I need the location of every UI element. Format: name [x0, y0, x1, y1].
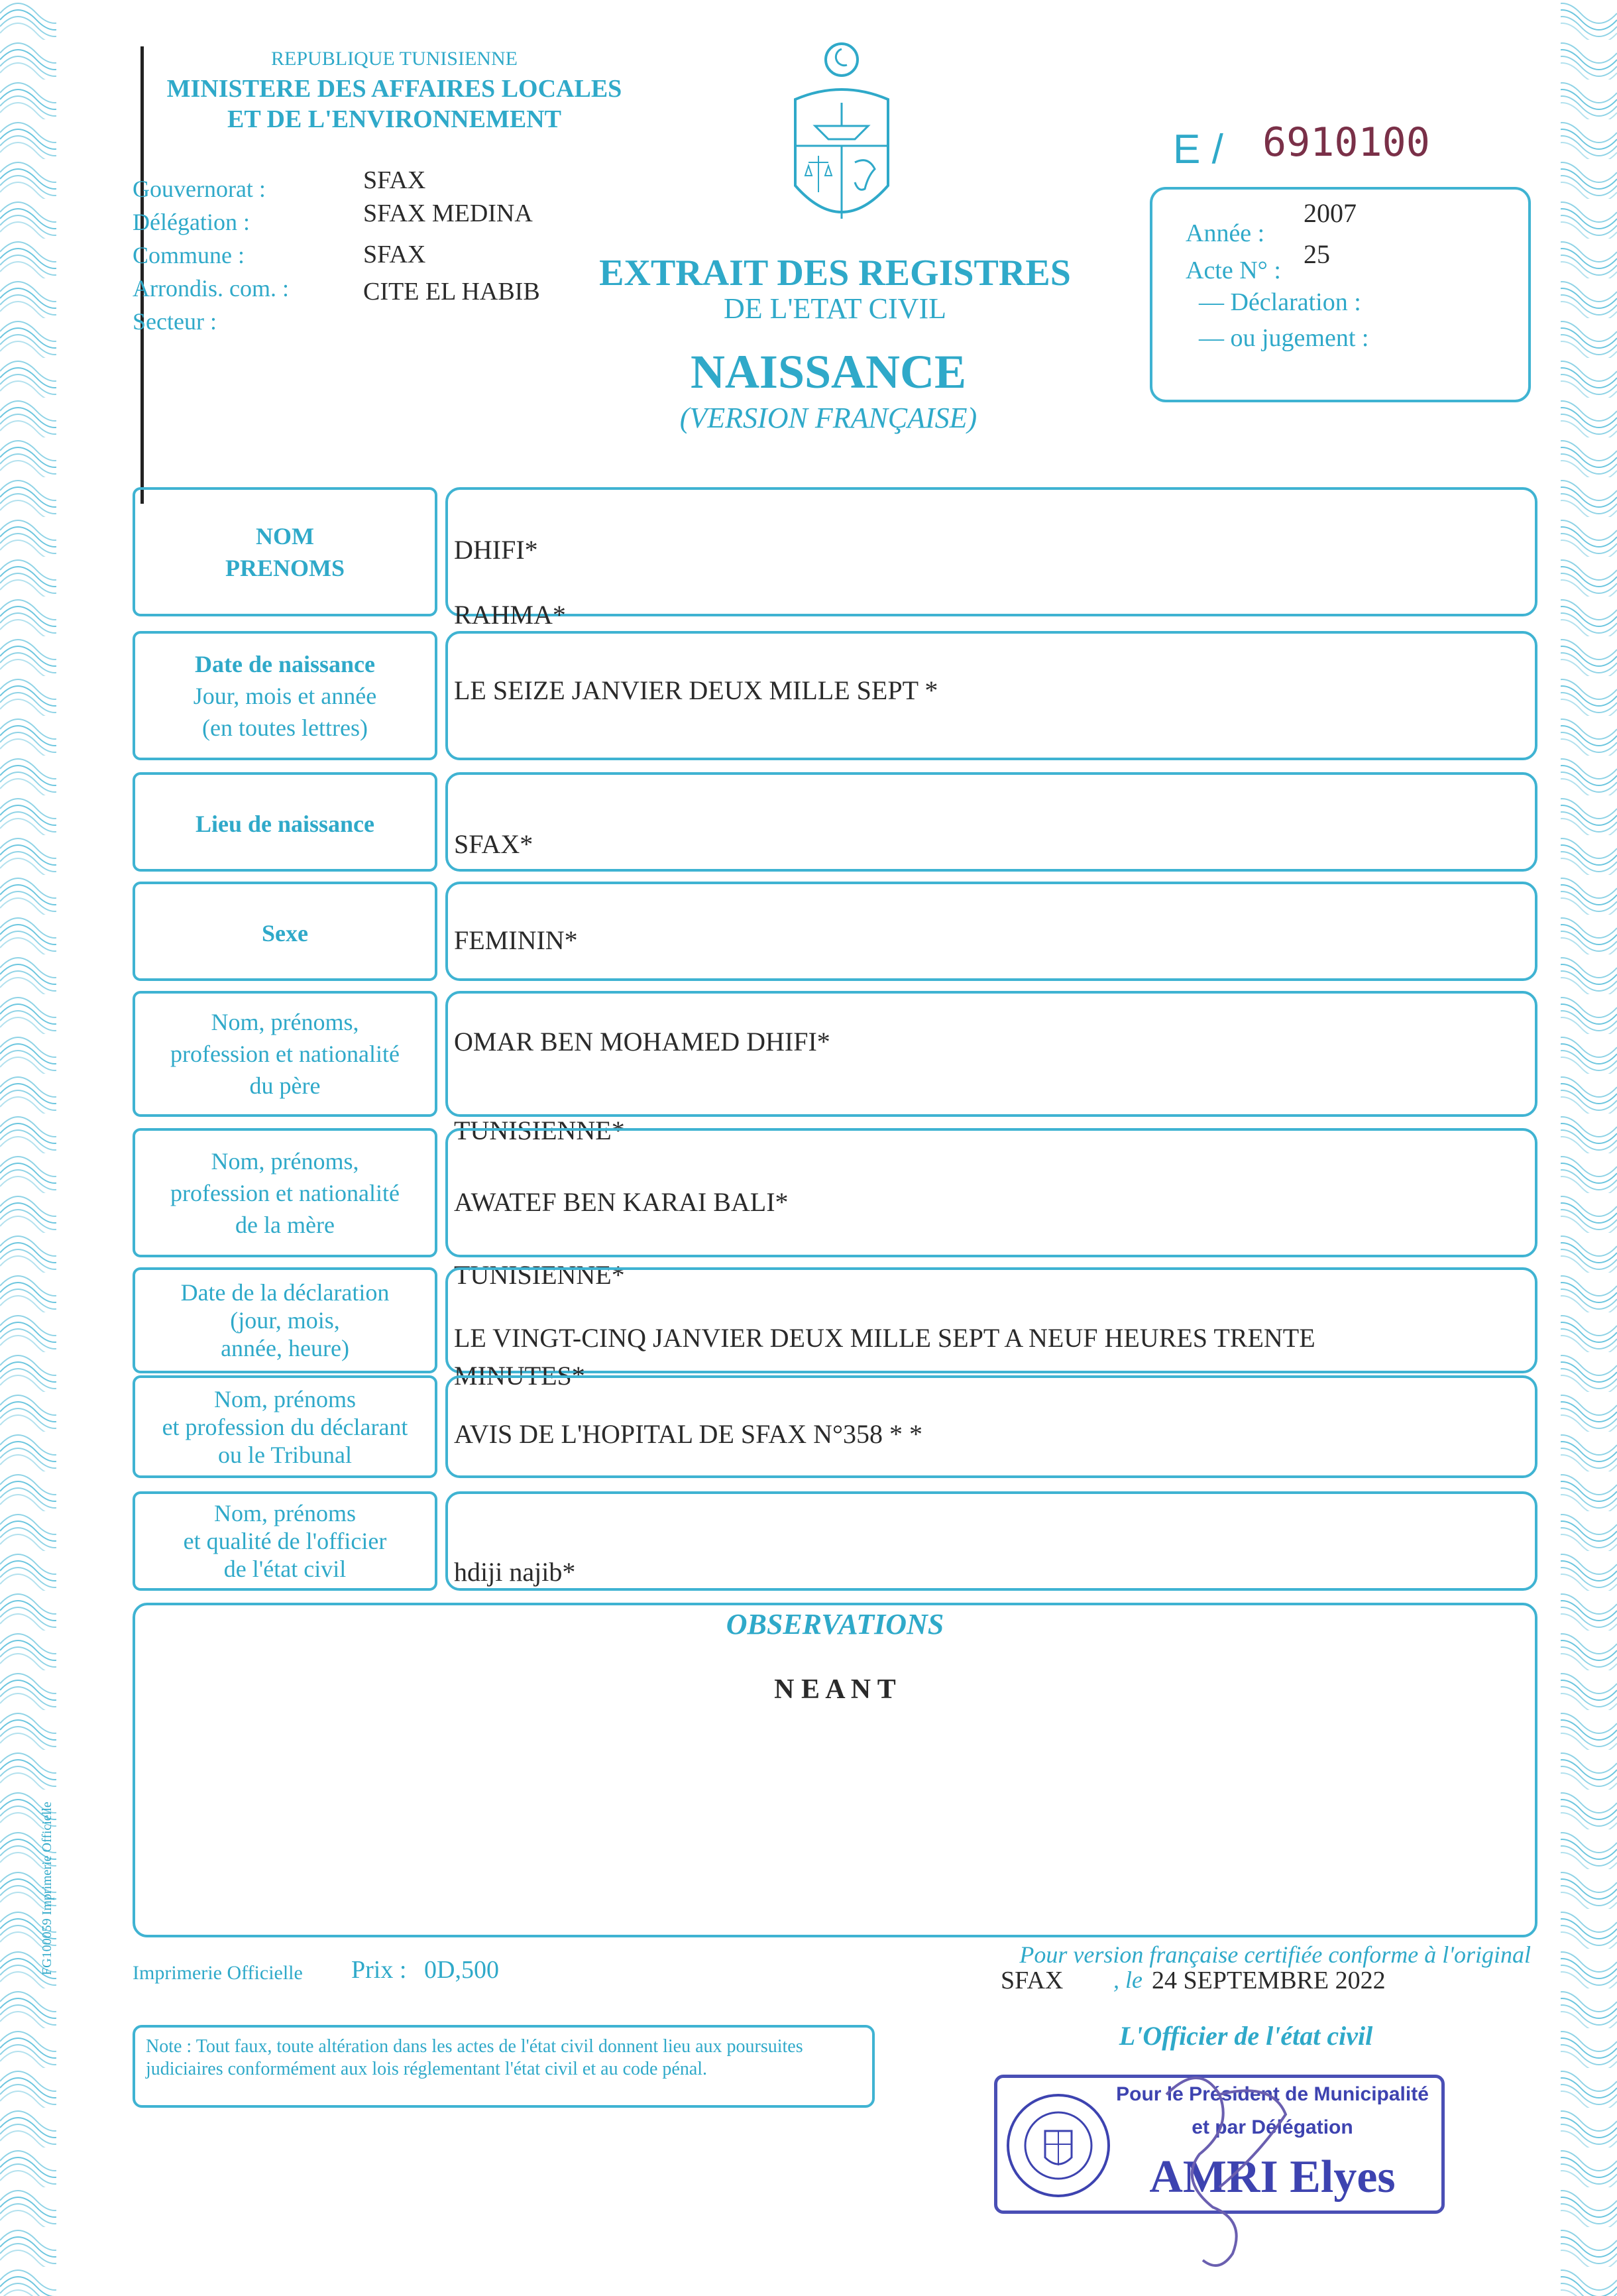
prenoms-label: PRENOMS — [225, 554, 345, 581]
birth-place-value: SFAX* — [454, 829, 533, 859]
commune-value: SFAX — [363, 241, 426, 268]
serial-number: 6910100 — [1262, 119, 1430, 166]
mother-nationality-value: TUNISIENNE* — [454, 1260, 625, 1290]
gouvernorat-value: SFAX — [363, 166, 426, 194]
sex-value-box — [445, 882, 1537, 981]
declaration-date-value: LE VINGT-CINQ JANVIER DEUX MILLE SEPT A NEUF HEURES TRENTE — [454, 1323, 1315, 1353]
observations-box — [133, 1603, 1537, 1937]
birth-date-sublabel1: Jour, mois et année — [193, 682, 377, 709]
declarant-label-box — [133, 1375, 437, 1478]
officer-label1: Nom, prénoms — [214, 1500, 356, 1526]
commune-label: Commune : — [133, 242, 245, 268]
jugement-label: — ou jugement : — [1199, 324, 1369, 352]
mother-label-box — [133, 1128, 437, 1257]
right-guilloche-border — [1544, 0, 1617, 2296]
father-label2: profession et nationalité — [170, 1041, 400, 1067]
birth-date-label-box — [133, 631, 437, 760]
printer-code: FG100059 Imprimerie Officielle — [40, 1802, 54, 1975]
document-type: NAISSANCE — [690, 345, 967, 398]
father-label3: du père — [249, 1072, 321, 1099]
mother-label3: de la mère — [235, 1211, 335, 1238]
father-label1: Nom, prénoms, — [211, 1009, 359, 1035]
prix-label: Prix : — [351, 1956, 407, 1984]
declarant-value: AVIS DE L'HOPITAL DE SFAX N°358 * * — [454, 1419, 923, 1449]
municipal-seal-icon — [1004, 2091, 1113, 2201]
officer-label2: et qualité de l'officier — [183, 1528, 387, 1554]
nom-label-box — [133, 487, 437, 616]
legal-note-text: Note : Tout faux, toute altération dans les actes de l'état civil donnent lieu aux poursuites judiciaires conformément aux lois réglementant l'état civil et au code pénal. — [146, 2036, 803, 2079]
ministry-line2: ET DE L'ENVIRONNEMENT — [227, 105, 561, 133]
mother-label2: profession et nationalité — [170, 1179, 400, 1206]
birth-place-label-box — [133, 772, 437, 872]
gouvernorat-label: Gouvernorat : — [133, 176, 266, 202]
serial-prefix: E / — [1173, 127, 1223, 172]
declarant-label3: ou le Tribunal — [217, 1441, 353, 1468]
birth-place-value-box — [445, 772, 1537, 872]
issue-date: 24 SEPTEMBRE 2022 — [1152, 1967, 1386, 1994]
arrondissement-label: Arrondis. com. : — [133, 275, 289, 302]
arrondissement-value: CITE EL HABIB — [363, 278, 540, 306]
father-name-value: OMAR BEN MOHAMED DHIFI* — [454, 1027, 830, 1057]
officer-label-box — [133, 1491, 437, 1591]
nom-value: DHIFI* — [454, 535, 538, 565]
delegation-label: Délégation : — [133, 209, 250, 235]
stamp-line2: et par Délégation — [1192, 2116, 1353, 2138]
observations-title: OBSERVATIONS — [726, 1608, 944, 1640]
act-number-box — [1150, 187, 1531, 402]
father-label-box — [133, 991, 437, 1117]
declarant-label2: et profession du déclarant — [162, 1413, 408, 1440]
acte-value: 25 — [1304, 239, 1330, 269]
declaration-label: — Déclaration : — [1199, 288, 1361, 316]
declaration-date-label2: (jour, mois, — [230, 1307, 340, 1334]
birth-date-label: Date de naissance — [195, 650, 375, 677]
annee-value: 2007 — [1304, 198, 1357, 228]
father-nationality-value: TUNISIENNE* — [454, 1116, 625, 1145]
document-title: EXTRAIT DES REGISTRES — [599, 253, 1071, 294]
officer-label3: de l'état civil — [223, 1556, 347, 1582]
secteur-label: Secteur : — [133, 308, 217, 335]
mother-name-value: AWATEF BEN KARAI BALI* — [454, 1187, 789, 1217]
sex-value: FEMININ* — [454, 925, 578, 955]
coat-of-arms-icon — [775, 40, 908, 239]
declaration-date-label-box — [133, 1267, 437, 1373]
birth-date-sublabel2: (en toutes lettres) — [202, 714, 368, 741]
imprimerie-label: Imprimerie Officielle — [133, 1962, 303, 1984]
declaration-date-value-box — [445, 1267, 1537, 1373]
stamp-line1: Pour le Président de Municipalité — [1116, 2083, 1429, 2105]
observations-value: N E A N T — [774, 1674, 896, 1705]
stamp-name: AMRI Elyes — [1149, 2152, 1396, 2203]
birth-place-label: Lieu de naissance — [195, 811, 375, 837]
republic-heading: REPUBLIQUE TUNISIENNE — [271, 48, 518, 70]
ministry-line1: MINISTERE DES AFFAIRES LOCALES — [166, 75, 622, 103]
officer-title: L'Officier de l'état civil — [1119, 2021, 1373, 2051]
document-version: (VERSION FRANÇAISE) — [679, 402, 977, 434]
nom-value-box — [445, 487, 1537, 616]
declaration-date-value-cont: MINUTES* — [454, 1361, 585, 1391]
document-subtitle: DE L'ETAT CIVIL — [724, 292, 946, 325]
acte-label: Acte N° : — [1186, 257, 1281, 284]
prix-value: 0D,500 — [424, 1956, 499, 1984]
legal-note — [133, 2025, 875, 2108]
issue-le: , le — [1113, 1967, 1143, 1993]
delegation-value: SFAX MEDINA — [363, 200, 533, 227]
sex-label-box — [133, 882, 437, 981]
left-guilloche-border — [0, 0, 73, 2296]
signature-icon — [1140, 2055, 1312, 2280]
issue-place: SFAX — [1001, 1967, 1064, 1994]
annee-label: Année : — [1186, 219, 1265, 247]
mother-label1: Nom, prénoms, — [211, 1147, 359, 1175]
declarant-label1: Nom, prénoms — [214, 1385, 356, 1412]
declaration-date-label1: Date de la déclaration — [180, 1279, 390, 1306]
declaration-date-label3: année, heure) — [221, 1335, 349, 1361]
nom-label: NOM — [256, 522, 314, 549]
birth-date-value: LE SEIZE JANVIER DEUX MILLE SEPT * — [454, 675, 938, 705]
certified-note: Pour version française certifiée conforme à l'original — [1019, 1941, 1531, 1968]
prenoms-value: RAHMA* — [454, 600, 566, 630]
officer-value-box — [445, 1491, 1537, 1591]
sex-label: Sexe — [262, 920, 308, 947]
officer-value: hdiji najib* — [454, 1557, 576, 1587]
